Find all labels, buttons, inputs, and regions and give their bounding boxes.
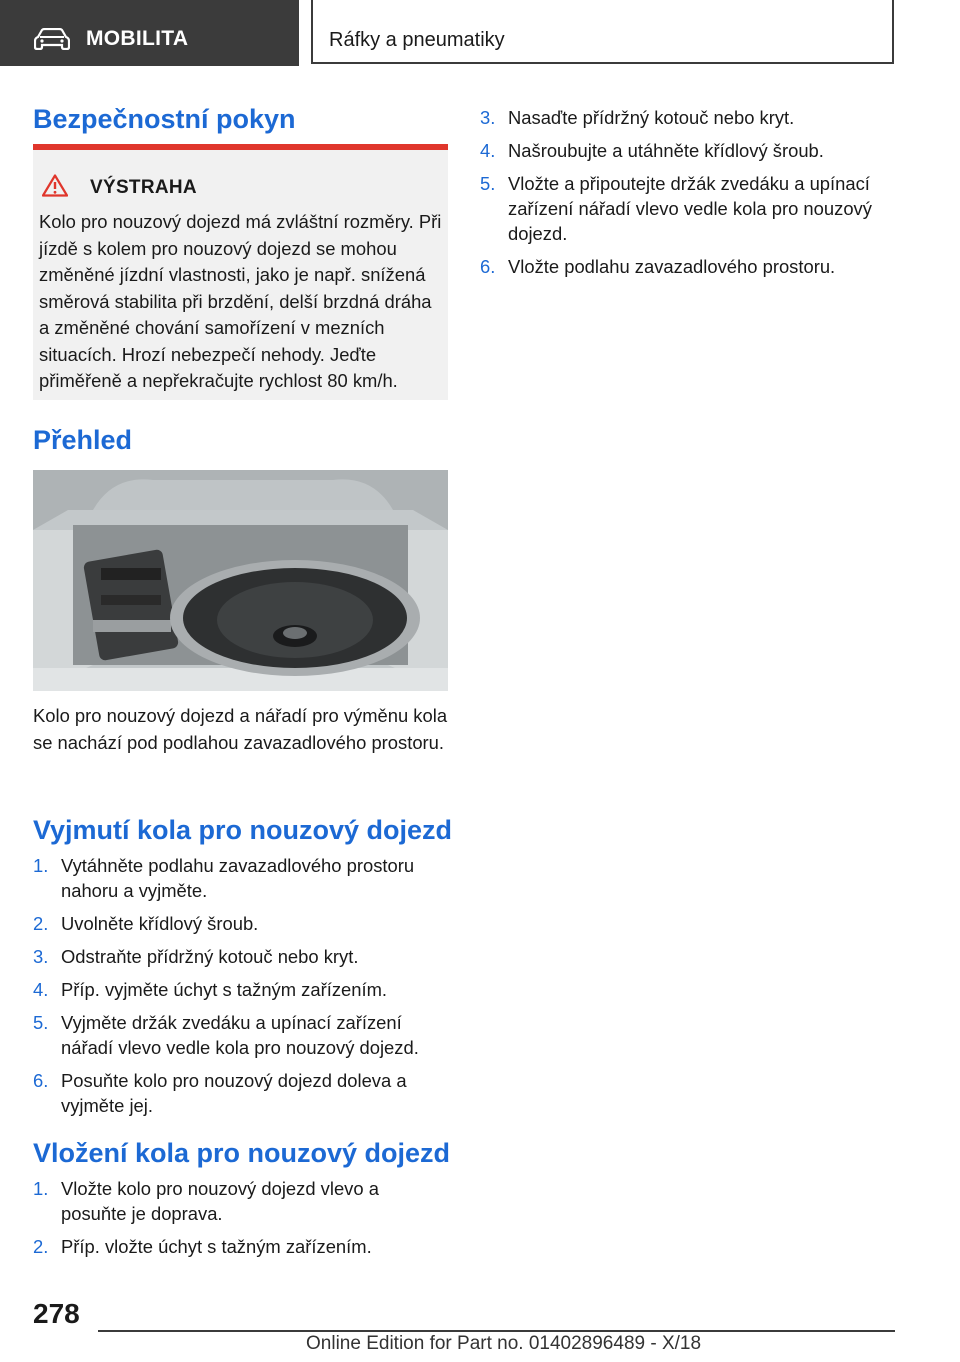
page-number: 278 (33, 1298, 80, 1329)
header-section-tab (0, 0, 299, 66)
safety-heading: Bezpečnostní pokyn (33, 104, 296, 134)
header-section-title: MOBILITA (86, 27, 189, 50)
list-item: 5. Vložte a připoutejte držák zvedáku a upínací zařízení nářadí vlevo vedle kola pro nouzový dojezd. (480, 173, 872, 244)
insertion-steps-right (480, 105, 895, 287)
list-item: 6. Posuňte kolo pro nouzový dojezd doleva a vyjměte jej. (33, 1070, 407, 1116)
removal-heading: Vyjmutí kola pro nouzový dojezd (33, 815, 453, 845)
warning-triangle-icon (42, 174, 68, 197)
list-item: 6. Vložte podlahu zavazadlového prostoru. (480, 256, 836, 277)
overview-heading: Přehled (33, 425, 133, 455)
list-item: 4. Příp. vyjměte úchyt s tažným zařízením. (33, 979, 388, 1000)
warning-box (33, 144, 448, 400)
warning-text: Kolo pro nouzový dojezd má zvláštní rozměry. Při jízdě s kolem pro nouzový dojezd se mohou změněné jízdní vlastnosti, jako je např. snížená směrová stabilita při brzdění, delší brzdná dráha a změněné chování samořízení v mezních situacích. Hrozí nebezpečí nehody. Jeďte přiměřeně a nepřekračujte rychlost 80 km/h. (39, 211, 442, 391)
header-chapter-title: Ráfky a pneumatiky (329, 29, 505, 51)
list-item: 2. Uvolněte křídlový šroub. (33, 913, 259, 934)
list-item: 1. Vytáhněte podlahu zavazadlového prostoru nahoru a vyjměte. (33, 855, 415, 901)
list-item: 3. Nasaďte přídržný kotouč nebo kryt. (480, 107, 795, 128)
header-chapter-tab (311, 0, 894, 64)
footer-edition: Online Edition for Part no. 01402896489 - X/18 (306, 1333, 702, 1354)
footer-divider (98, 1330, 895, 1332)
list-item: 5. Vyjměte držák zvedáku a upínací zařízení nářadí vlevo vedle kola pro nouzový dojezd. (33, 1012, 419, 1058)
insertion-heading: Vložení kola pro nouzový dojezd (33, 1138, 451, 1168)
removal-steps (33, 853, 448, 1126)
insertion-steps-left (33, 1176, 448, 1267)
list-item: 4. Našroubujte a utáhněte křídlový šroub. (480, 140, 824, 161)
list-item: 3. Odstraňte přídržný kotouč nebo kryt. (33, 946, 359, 967)
list-item: 1. Vložte kolo pro nouzový dojezd vlevo a posuňte je doprava. (33, 1178, 379, 1224)
list-item: 2. Příp. vložte úchyt s tažným zařízením. (33, 1236, 372, 1257)
overview-caption: Kolo pro nouzový dojezd a nářadí pro výměnu kola se nachází pod podlahou zavazadlového prostoru. (33, 705, 448, 753)
warning-title: VÝSTRAHA (90, 177, 197, 198)
car-icon (34, 28, 70, 50)
trunk-spare-wheel-photo (33, 470, 448, 691)
